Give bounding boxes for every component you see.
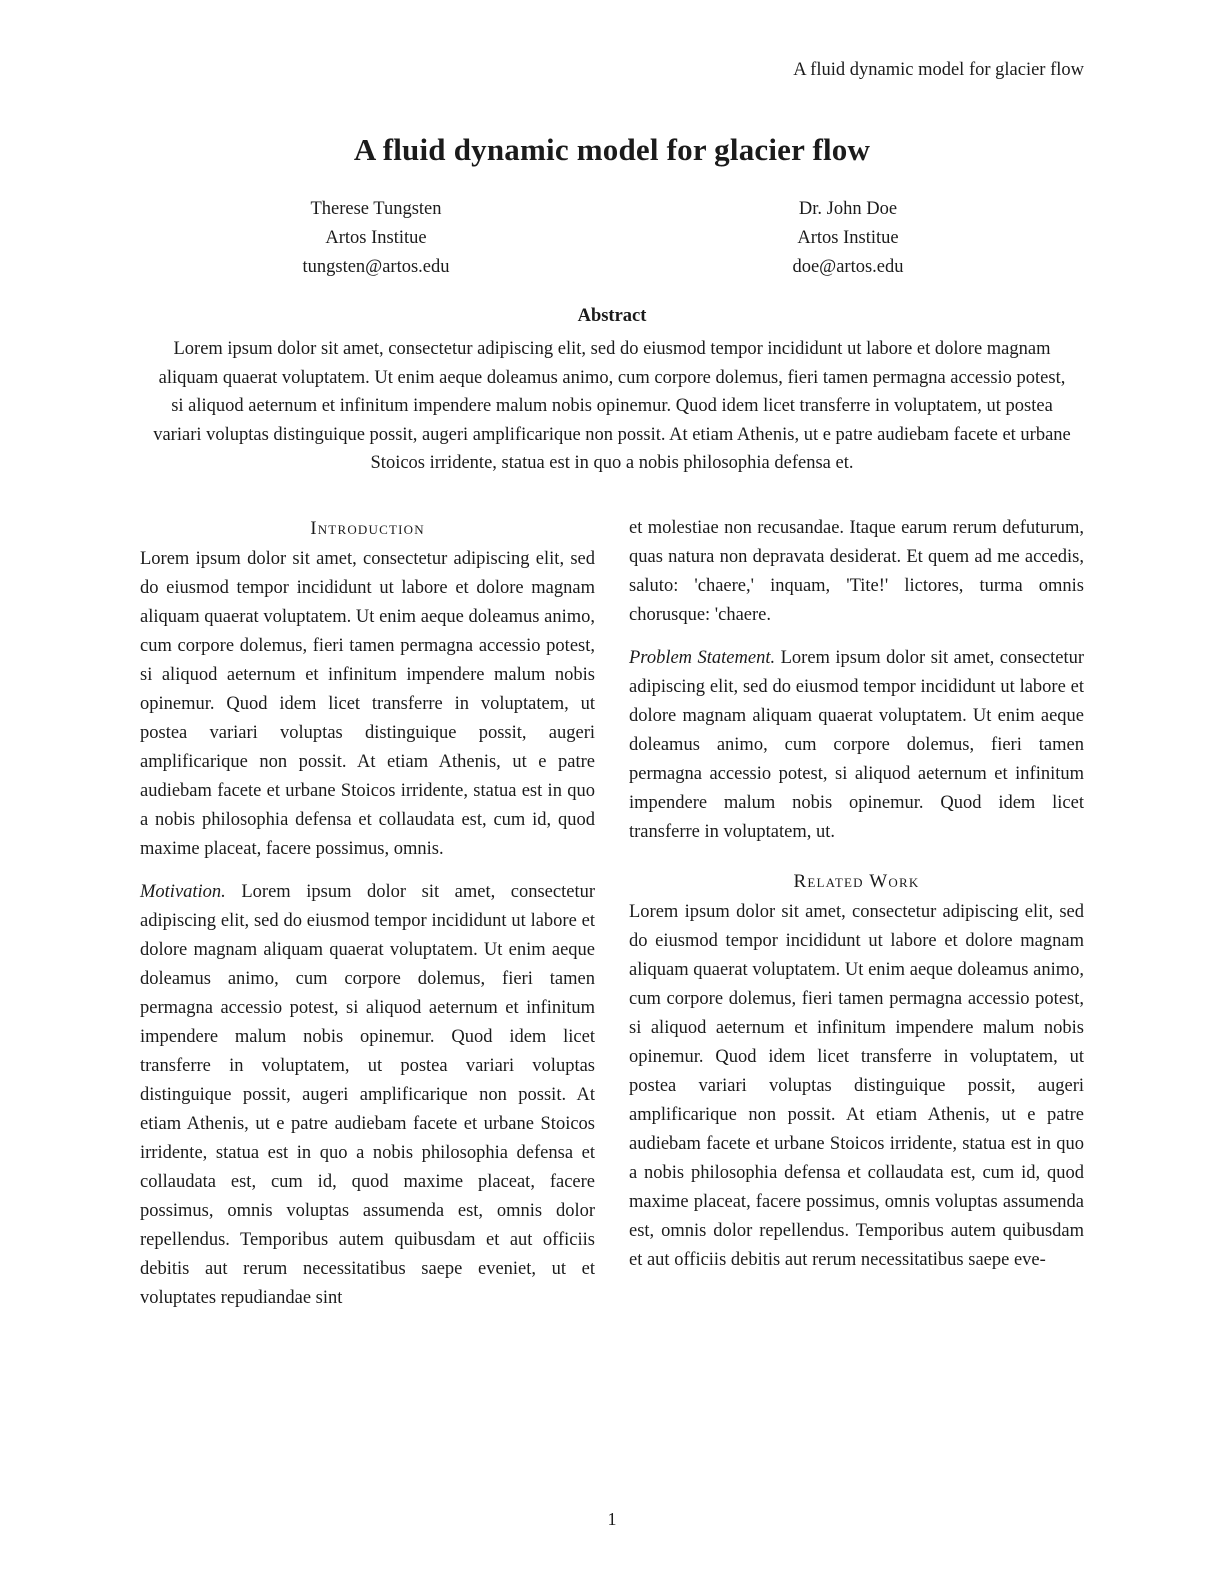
abstract-section bbox=[140, 302, 1084, 478]
motivation-continuation-paragraph: et molestiae non recusandae. Itaque earum rerum defuturum, quas natura non depravata desiderat. Et quem ad me accedis, saluto: 'chaere,' inquam, 'Tite!' lictores, turma omnis chorusque: 'chaere. bbox=[629, 517, 1084, 625]
problem-statement-run-in-heading: Problem Statement. bbox=[629, 647, 776, 668]
author-1-name: Therese Tungsten bbox=[310, 199, 442, 219]
left-column bbox=[140, 514, 595, 1313]
right-column bbox=[629, 514, 1084, 1313]
author-block bbox=[140, 195, 1084, 282]
running-head: A fluid dynamic model for glacier flow bbox=[793, 60, 1084, 80]
two-column-body bbox=[140, 514, 1084, 1313]
author-2-name: Dr. John Doe bbox=[798, 199, 898, 219]
introduction-paragraph: Lorem ipsum dolor sit amet, consectetur adipiscing elit, sed do eiusmod tempor incididunt ut labore et dolore magnam aliquam quaerat voluptatem. Ut enim aeque doleamus animo, cum corpore dolemus, fieri tamen permagna accessio potest, si aliquod aeternum et infinitum impendere malum nobis opinemur. Quod idem licet transferre in voluptatem, ut postea variari voluptas distinguique possit, augeri amplificarique non possit. At etiam Athenis, ut e patre audiebam facete et urbane Stoicos irridente, statua est in quo a nobis philosophia defensa et collaudata est, cum id, quod maxime placeat, facere possimus, omnis. bbox=[140, 548, 595, 859]
author-1 bbox=[140, 195, 612, 282]
related-work-paragraph: Lorem ipsum dolor sit amet, consectetur adipiscing elit, sed do eiusmod tempor incididunt ut labore et dolore magnam aliquam quaerat voluptatem. Ut enim aeque doleamus animo, cum corpore dolemus, fieri tamen permagna accessio potest, si aliquod aeternum et infinitum impendere malum nobis opinemur. Quod idem licet transferre in voluptatem, ut postea variari voluptas distinguique possit, augeri amplificarique non possit. At etiam Athenis, ut e patre audiebam facete et urbane Stoicos irridente, statua est in quo a nobis philosophia defensa et collaudata est, cum id, quod maxime placeat, facere possimus, omnis voluptas assumenda est, omnis dolor repellendus. Temporibus autem quibusdam et aut officiis debitis aut rerum necessitatibus saepe eve- bbox=[629, 901, 1084, 1270]
problem-statement-text: Lorem ipsum dolor sit amet, consectetur adipiscing elit, sed do eiusmod tempor incididunt ut labore et dolore magnam aliquam quaerat voluptatem. Ut enim aeque doleamus animo, cum corpore dolemus, fieri tamen permagna accessio potest, si aliquod aeternum et infinitum impendere malum nobis opinemur. Quod idem licet transferre in voluptatem, ut. bbox=[629, 647, 1084, 842]
page-number: 1 bbox=[607, 1509, 617, 1529]
author-2-email: doe@artos.edu bbox=[792, 257, 904, 277]
section-heading-related-work: Related Work bbox=[793, 870, 920, 892]
abstract-text: Lorem ipsum dolor sit amet, consectetur adipiscing elit, sed do eiusmod tempor incididunt ut labore et dolore magnam aliquam quaerat voluptatem. Ut enim aeque doleamus animo, cum corpore dolemus, fieri tamen permagna accessio potest, si aliquod aeternum et infinitum impendere malum nobis opinemur. Quod idem licet transferre in voluptatem, ut postea variari voluptas distinguique possit, augeri amplificarique non possit. At etiam Athenis, ut e patre audiebam facete et urbane Stoicos irridente, statua est in quo a nobis philosophia defensa et. bbox=[153, 339, 1071, 473]
author-2 bbox=[612, 195, 1084, 282]
abstract-heading: Abstract bbox=[577, 306, 647, 326]
paper-title: A fluid dynamic model for glacier flow bbox=[353, 132, 871, 167]
motivation-text: Lorem ipsum dolor sit amet, consectetur adipiscing elit, sed do eiusmod tempor incididunt ut labore et dolore magnam aliquam quaerat voluptatem. Ut enim aeque doleamus animo, cum corpore dolemus, fieri tamen permagna accessio potest, si aliquod aeternum et infinitum impendere malum nobis opinemur. Quod idem licet transferre in voluptatem, ut postea variari voluptas distinguique possit, augeri amplificarique non possit. At etiam Athenis, ut e patre audiebam facete et urbane Stoicos irridente, statua est in quo a nobis philosophia defensa et collaudata est, cum id, quod maxime placeat, facere possimus, omnis voluptas assumenda est, omnis dolor repellendus. Temporibus autem quibusdam et aut officiis debitis aut rerum necessitatibus saepe eveniet, ut et voluptates repudiandae sint bbox=[140, 881, 596, 1308]
problem-statement-paragraph bbox=[629, 644, 1084, 847]
author-1-email: tungsten@artos.edu bbox=[302, 257, 450, 277]
section-heading-introduction: Introduction bbox=[310, 517, 425, 539]
motivation-paragraph bbox=[140, 878, 595, 1313]
author-2-affiliation: Artos Institue bbox=[797, 228, 899, 248]
motivation-run-in-heading: Motivation. bbox=[140, 881, 226, 902]
author-1-affiliation: Artos Institue bbox=[325, 228, 427, 248]
